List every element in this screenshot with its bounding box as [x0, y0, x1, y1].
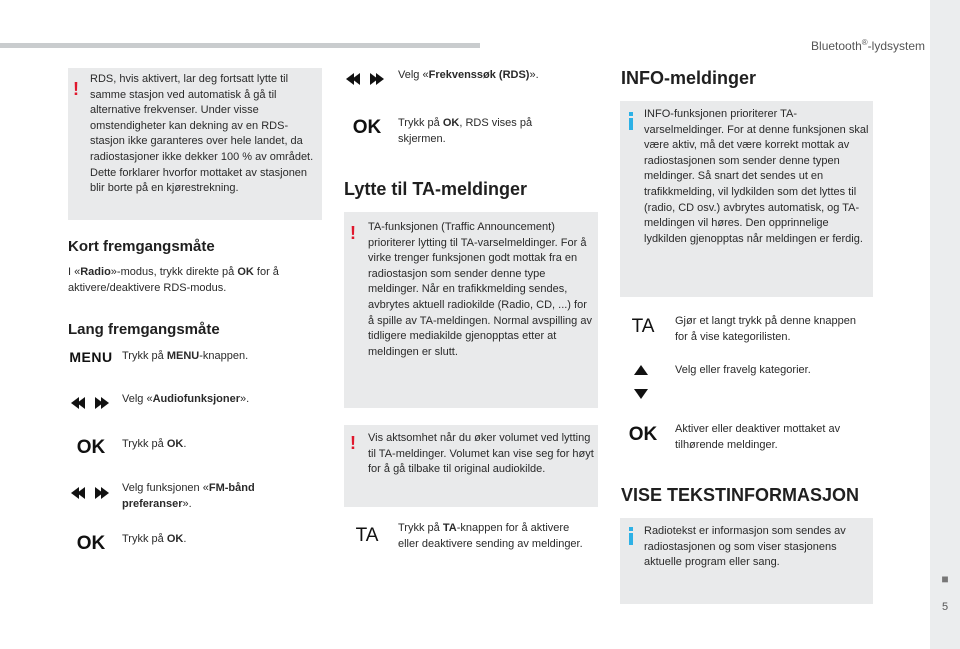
step-text: Velg funksjonen «FM-bånd preferanser».: [122, 482, 255, 510]
ok-button-icon: OK: [76, 437, 106, 458]
ta-button-icon: TA: [355, 525, 379, 546]
step-text: Trykk på TA-knappen for å aktivere eller deaktivere sending av meldinger.: [398, 522, 583, 550]
page-header-title: Bluetooth®-lydsystem: [811, 38, 925, 53]
header-bar: [0, 43, 480, 48]
info-section-heading: INFO-meldinger: [621, 68, 757, 88]
text-info-heading: VISE TEKSTINFORMASJON: [621, 485, 860, 505]
ok-button-icon: OK: [628, 424, 658, 445]
rds-warning-box: [68, 68, 322, 220]
volume-warning-box: [344, 425, 598, 507]
info-icon: [629, 118, 633, 130]
left-right-arrows-icon: [71, 397, 109, 409]
page-number: 5: [941, 601, 949, 613]
text-info-box: [620, 518, 873, 604]
warning-icon: !: [350, 433, 356, 453]
page-end-marker: ■: [941, 572, 949, 586]
info-box: [620, 101, 873, 297]
rds-warning-text: RDS, hvis aktivert, lar deg fortsatt lytte til samme stasjon ved automatisk å gå til alternative frekvenser. Under visse omstendigheter kan dekning av en RDS-stasjon ikke garanteres over hele landet, da radiostasjoner ikke dekker 100 % av området. Dette forklarer hvorfor mottaket av stasjonen blir borte på en kjørestrekning.: [90, 73, 314, 195]
step-text: Aktiver eller deaktiver mottaket av tilhørende meldinger.: [675, 423, 841, 451]
ta-button-icon: TA: [631, 316, 655, 337]
menu-button-icon: MENU: [69, 349, 113, 365]
step-text: Velg «Audiofunksjoner».: [122, 393, 250, 405]
step-text: Trykk på OK.: [122, 438, 187, 450]
step-text: Trykk på MENU-knappen.: [122, 350, 249, 362]
step-text: Trykk på OK, RDS vises på skjermen.: [398, 117, 533, 145]
ta-warning-text: TA-funksjonen (Traffic Announcement) prioriterer lytting til TA-varselmeldinger. For å virke trenger funksjonen godt mottak fra en radiostasjon som sender denne type meldinger. Når en trafikkmelding sendes, avbrytes aktuell radiokilde (Radio, CD, ...) for å spille av TA-meldingen. Normal avspilling av tidligere mediakilde gjenopptas etter at meldingen er slutt.: [368, 221, 592, 358]
step-text: Gjør et langt trykk på denne knappen for å vise kategorilisten.: [675, 315, 856, 343]
short-procedure-text: I «Radio»-modus, trykk direkte på OK for å aktivere/deaktivere RDS-modus.: [68, 266, 279, 294]
ta-section-heading: Lytte til TA-meldinger: [344, 179, 528, 199]
step-text: Trykk på OK.: [122, 533, 187, 545]
warning-icon: !: [350, 223, 356, 243]
up-down-arrows-icon: [634, 365, 648, 399]
long-procedure-heading: Lang fremgangsmåte: [68, 321, 220, 338]
left-right-arrows-icon: [71, 487, 109, 499]
warning-icon: !: [73, 79, 79, 99]
page-side-strip: [930, 0, 960, 649]
volume-warning-text: Vis aktsomhet når du øker volumet ved lytting til TA-meldinger. Volumet kan vise seg for høyt for å gå tilbake til original audiokilde.: [368, 432, 594, 476]
short-procedure-heading: Kort fremgangsmåte: [68, 238, 215, 255]
text-info-text: Radiotekst er informasjon som sendes av radiostasjonen og som viser stasjonens aktuelle program eller sang.: [644, 525, 846, 569]
info-icon: [629, 533, 633, 545]
step-text: Velg «Frekvenssøk (RDS)».: [398, 69, 539, 81]
info-box-text: INFO-funksjonen prioriterer TA-varselmeldinger. For at denne funksjonen skal være aktiv, må det være korrekt mottak av radiostasjonen som sender denne typen meldinger. Så snart det sendes ut en trafikkmelding, vil lydkilden som det lyttes til (radio, CD osv.) avbrytes automatisk, og TA-meldingen vil høres. Den opprinnelige lydkilden gjenopptas når meldingen er ferdig.: [644, 108, 869, 245]
ta-warning-box: [344, 212, 598, 408]
ok-button-icon: OK: [76, 533, 106, 554]
step-text: Velg eller fravelg kategorier.: [675, 364, 811, 376]
ok-button-icon: OK: [352, 117, 382, 138]
left-right-arrows-icon: [346, 73, 384, 85]
